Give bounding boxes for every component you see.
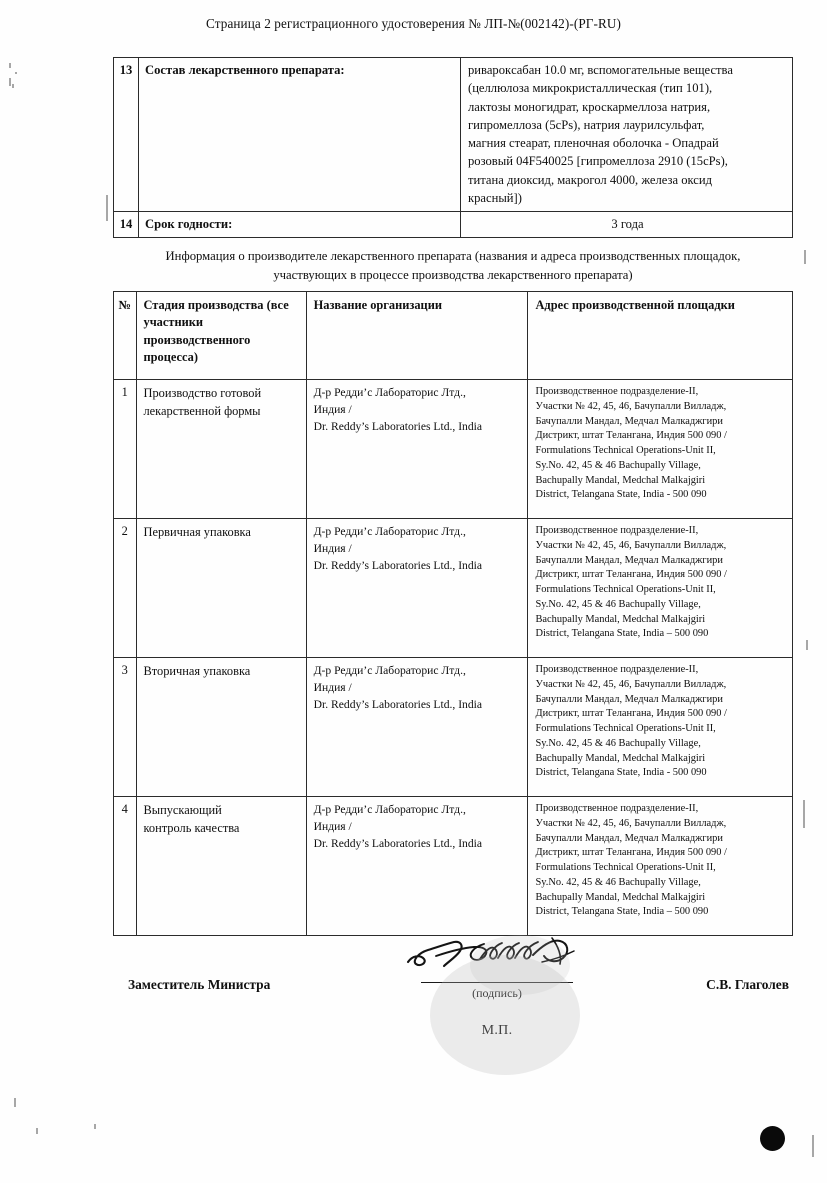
col-header-stage-line2: (все участники	[143, 298, 289, 330]
org-line: Индия /	[313, 819, 352, 833]
stage-line: лекарственной формы	[143, 403, 261, 418]
address-line: Formulations Technical Operations-Unit II,	[535, 584, 716, 596]
address-line: Sy.No. 42, 45 & 46 Bachupally Village,	[535, 598, 701, 610]
stamp-smudge	[470, 935, 570, 995]
org-line: Dr. Reddy’s Laboratories Ltd., India	[313, 836, 483, 850]
stage-cell	[136, 380, 306, 519]
stage-cell	[136, 658, 306, 797]
composition-line: (целлюлоза микрокристаллическая (тип 101),	[468, 81, 713, 96]
stage-cell	[136, 519, 306, 658]
table-row	[114, 58, 793, 212]
composition-line: лактозы моногидрат, кроскармеллоза натрия,	[468, 99, 711, 114]
scan-speckle	[806, 640, 808, 650]
address-line: Bachupally Mandal, Medchal Malkajgiri	[535, 613, 706, 625]
intro-line-2: участвующих в процессе производства лекарственного препарата)	[273, 268, 633, 283]
scan-speckle	[12, 84, 14, 88]
org-line: Д-р Редди’с Лабораторис Лтд.,	[313, 525, 466, 538]
row-number: 2	[114, 519, 137, 658]
col-header-stage-line1: Стадия производства	[143, 298, 264, 312]
scan-speckle	[14, 1098, 16, 1107]
table-row	[114, 658, 793, 797]
row-number: 13	[114, 58, 139, 212]
scan-speckle	[9, 63, 11, 68]
stage-line: Вторичная упаковка	[143, 664, 251, 678]
org-line: Д-р Редди’с Лабораторис Лтд.,	[313, 664, 466, 677]
address-line: Sy.No. 42, 45 & 46 Bachupally Village,	[535, 737, 701, 749]
address-line: Бачупалли Мандал, Медчал Малкаджгири	[535, 832, 723, 844]
row-number: 1	[114, 380, 137, 519]
stage-line: контроль качества	[143, 820, 240, 835]
stage-line: Производство готовой	[143, 386, 262, 400]
address-line: Sy.No. 42, 45 & 46 Bachupally Village,	[535, 876, 701, 888]
address-line: Formulations Technical Operations-Unit II,	[535, 862, 716, 874]
stage-line: Первичная упаковка	[143, 525, 251, 539]
address-cell	[528, 797, 793, 936]
composition-line: титана диоксид, макрогол 4000, железа оксид	[468, 172, 713, 187]
signatory-name: С.В. Глаголев	[706, 977, 789, 992]
address-line: Bachupally Mandal, Medchal Malkajgiri	[535, 752, 706, 764]
address-line: Sy.No. 42, 45 & 46 Bachupally Village,	[535, 459, 701, 471]
address-line: District, Telangana State, India - 500 090	[535, 767, 707, 779]
org-line: Dr. Reddy’s Laboratories Ltd., India	[313, 558, 483, 572]
shelf-life-value: 3 года	[461, 212, 793, 238]
table-row	[114, 519, 793, 658]
address-cell	[528, 519, 793, 658]
table-row	[114, 212, 793, 238]
address-line: Bachupally Mandal, Medchal Malkajgiri	[535, 474, 706, 486]
address-line: District, Telangana State, India – 500 090	[535, 628, 709, 640]
composition-line: гипромеллоза (5cPs), натрия лаурилсульфат,	[468, 117, 705, 132]
address-line: Дистрикт, штат Телангана, Индия 500 090 /	[535, 430, 727, 442]
org-line: Индия /	[313, 402, 352, 416]
manufacturer-intro-paragraph	[113, 247, 793, 285]
row-number: 4	[114, 797, 137, 936]
col-header-number: №	[114, 292, 137, 380]
scan-speckle	[94, 1124, 96, 1129]
address-line: Formulations Technical Operations-Unit II,	[535, 445, 716, 457]
address-line: Дистрикт, штат Телангана, Индия 500 090 /	[535, 847, 727, 859]
organization-cell	[306, 519, 528, 658]
page-header-title: Страница 2 регистрационного удостоверения № ЛП-№(002142)-(РГ-RU)	[206, 16, 621, 31]
row-number: 14	[114, 212, 139, 238]
signature-caption: (подпись)	[472, 986, 522, 1000]
address-line: Производственное подразделение-II,	[535, 803, 699, 814]
org-line: Д-р Редди’с Лабораторис Лтд.,	[313, 386, 466, 399]
org-line: Индия /	[313, 541, 352, 555]
address-line: Участки № 42, 45, 46, Бачупалли Вилладж,	[535, 678, 727, 690]
col-header-stage	[136, 292, 306, 380]
scan-black-dot-artifact	[760, 1126, 785, 1151]
stage-line: Выпускающий	[143, 803, 222, 817]
organization-cell	[306, 797, 528, 936]
scan-speckle	[812, 1135, 814, 1157]
address-line: Производственное подразделение-II,	[535, 386, 699, 397]
composition-line: красный])	[468, 190, 522, 205]
composition-line: розовый 04F540025 [гипромеллоза 2910 (15cPs),	[468, 154, 728, 169]
col-header-organization: Название организации	[306, 292, 528, 380]
row-label: Состав лекарственного препарата:	[139, 58, 461, 212]
scan-speckle	[15, 72, 17, 74]
row-number: 3	[114, 658, 137, 797]
manufacturer-table	[113, 291, 793, 936]
address-line: Formulations Technical Operations-Unit II,	[535, 723, 716, 735]
address-line: District, Telangana State, India - 500 090	[535, 489, 707, 501]
composition-value	[461, 58, 793, 212]
scan-speckle	[804, 250, 806, 264]
intro-line-1: Информация о производителе лекарственного препарата (названия и адреса производственных площадок,	[165, 249, 741, 263]
col-header-stage-line4: процесса)	[143, 350, 198, 365]
organization-cell	[306, 380, 528, 519]
address-line: Bachupally Mandal, Medchal Malkajgiri	[535, 891, 706, 903]
address-line: Участки № 42, 45, 46, Бачупалли Вилладж,	[535, 539, 727, 551]
org-line: Dr. Reddy’s Laboratories Ltd., India	[313, 697, 483, 711]
address-line: District, Telangana State, India – 500 090	[535, 906, 709, 918]
scan-speckle	[9, 78, 11, 86]
col-header-address: Адрес производственной площадки	[528, 292, 793, 380]
row-label: Срок годности:	[139, 212, 461, 238]
organization-cell	[306, 658, 528, 797]
composition-line: магния стеарат, пленочная оболочка - Опадрай	[468, 136, 719, 150]
address-cell	[528, 380, 793, 519]
table-header-row	[114, 292, 793, 380]
address-line: Производственное подразделение-II,	[535, 525, 699, 536]
address-line: Дистрикт, штат Телангана, Индия 500 090 /	[535, 708, 727, 720]
address-line: Дистрикт, штат Телангана, Индия 500 090 /	[535, 569, 727, 581]
col-header-stage-line3: производственного	[143, 332, 251, 347]
address-line: Производственное подразделение-II,	[535, 664, 699, 675]
org-line: Д-р Редди’с Лабораторис Лтд.,	[313, 803, 466, 816]
signatory-title: Заместитель Министра	[128, 977, 271, 992]
table-row	[114, 797, 793, 936]
scan-speckle	[106, 195, 108, 221]
address-line: Бачупалли Мандал, Медчал Малкаджгири	[535, 415, 723, 427]
stage-cell	[136, 797, 306, 936]
address-line: Бачупалли Мандал, Медчал Малкаджгири	[535, 693, 723, 705]
address-line: Участки № 42, 45, 46, Бачупалли Вилладж,	[535, 400, 727, 412]
address-line: Бачупалли Мандал, Медчал Малкаджгири	[535, 554, 723, 566]
stamp-mark-label: М.П.	[481, 1023, 513, 1038]
org-line: Dr. Reddy’s Laboratories Ltd., India	[313, 419, 483, 433]
address-line: Участки № 42, 45, 46, Бачупалли Вилладж,	[535, 817, 727, 829]
drug-summary-table	[113, 57, 793, 238]
scan-speckle	[803, 800, 805, 828]
table-row	[114, 380, 793, 519]
org-line: Индия /	[313, 680, 352, 694]
composition-line: риварокcабан 10.0 мг, вспомогательные вещества	[468, 63, 733, 77]
address-cell	[528, 658, 793, 797]
scan-speckle	[36, 1128, 38, 1134]
